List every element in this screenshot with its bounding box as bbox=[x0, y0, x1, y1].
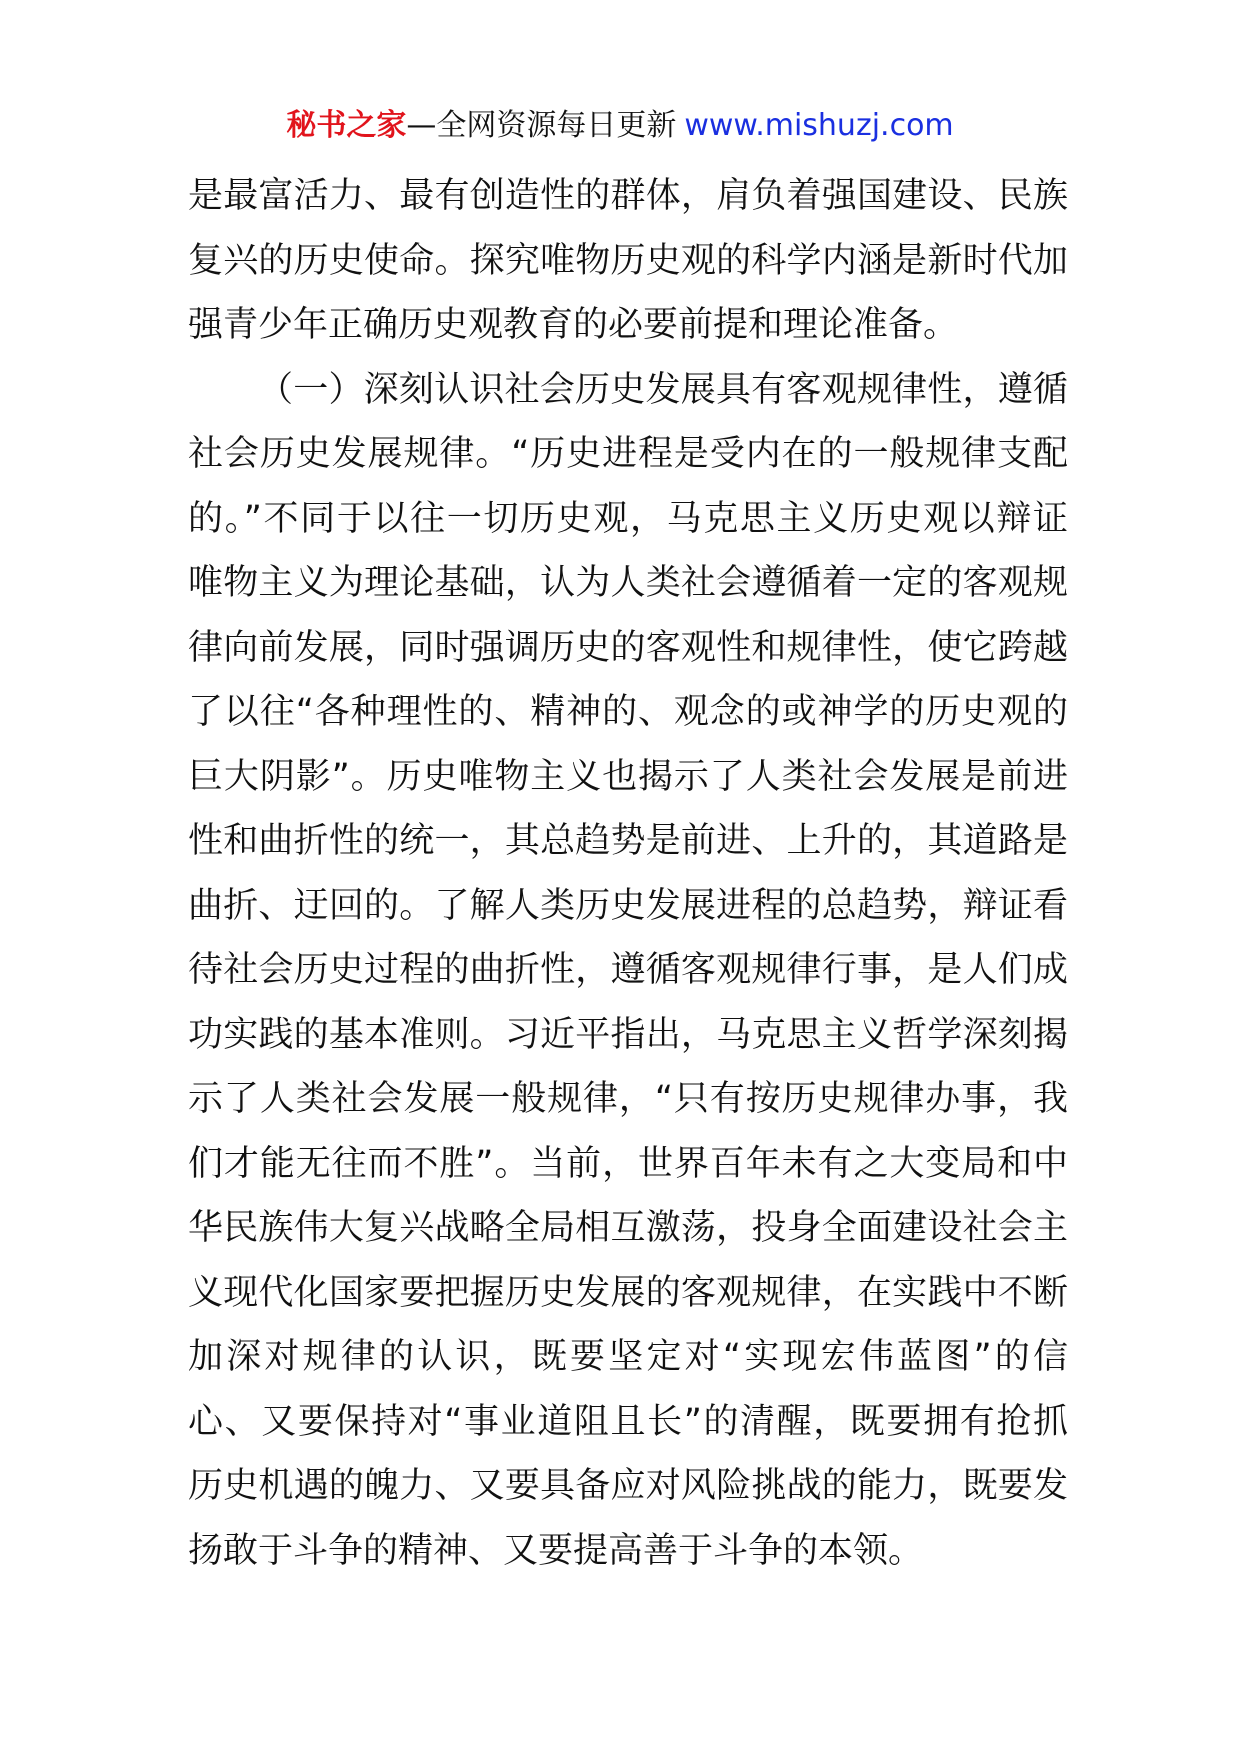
text-line: 了以往“各种理性的、精神的、观念的或神学的历史观的 bbox=[188, 692, 1068, 732]
text-line: 的。”不同于以往一切历史观，马克思主义历史观以辩证 bbox=[188, 498, 1068, 539]
text-line: 们才能无往而不胜”。当前，世界百年未有之大变局和中 bbox=[188, 1143, 1068, 1184]
text-line: 社会历史发展规律。“历史进程是受内在的一般规律支配 bbox=[188, 434, 1068, 474]
text-line: 扬敢于斗争的精神、又要提高善于斗争的本领。 bbox=[188, 1530, 924, 1571]
text-line: 义现代化国家要把握历史发展的客观规律，在实践中不断 bbox=[188, 1272, 1068, 1313]
text-line: 示了人类社会发展一般规律，“只有按历史规律办事，我 bbox=[188, 1079, 1068, 1119]
site-tagline: —全网资源每日更新 bbox=[406, 108, 677, 143]
text-line: 曲折、迂回的。了解人类历史发展进程的总趋势，辩证看 bbox=[188, 885, 1068, 926]
text-line: 巨大阴影”。历史唯物主义也揭示了人类社会发展是前进 bbox=[188, 756, 1068, 797]
page-header bbox=[0, 104, 1240, 148]
site-name: 秘书之家 bbox=[286, 108, 407, 143]
document-body bbox=[188, 164, 1068, 1583]
text-line: 性和曲折性的统一，其总趋势是前进、上升的，其道路是 bbox=[188, 821, 1068, 861]
site-url-link[interactable]: www.mishuzj.com bbox=[684, 108, 954, 143]
text-line: 心、又要保持对“事业道阻且长”的清醒，既要拥有抢抓 bbox=[188, 1401, 1068, 1442]
text-line: 复兴的历史使命。探究唯物历史观的科学内涵是新时代加 bbox=[188, 240, 1068, 281]
text-line: 华民族伟大复兴战略全局相互激荡，投身全面建设社会主 bbox=[188, 1208, 1068, 1248]
text-line: 加深对规律的认识，既要坚定对“实现宏伟蓝图”的信 bbox=[188, 1337, 1068, 1377]
text-line: 功实践的基本准则。习近平指出，马克思主义哲学深刻揭 bbox=[188, 1014, 1068, 1055]
text-line: 待社会历史过程的曲折性，遵循客观规律行事，是人们成 bbox=[188, 950, 1068, 990]
text-line: 强青少年正确历史观教育的必要前提和理论准备。 bbox=[188, 305, 959, 345]
section-heading-line: （一）深刻认识社会历史发展具有客观规律性，遵循 bbox=[258, 369, 1068, 410]
text-line: 律向前发展，同时强调历史的客观性和规律性，使它跨越 bbox=[188, 627, 1068, 668]
text-line: 历史机遇的魄力、又要具备应对风险挑战的能力，既要发 bbox=[188, 1466, 1068, 1506]
text-line: 是最富活力、最有创造性的群体，肩负着强国建设、民族 bbox=[188, 176, 1068, 216]
text-line: 唯物主义为理论基础，认为人类社会遵循着一定的客观规 bbox=[188, 563, 1068, 603]
